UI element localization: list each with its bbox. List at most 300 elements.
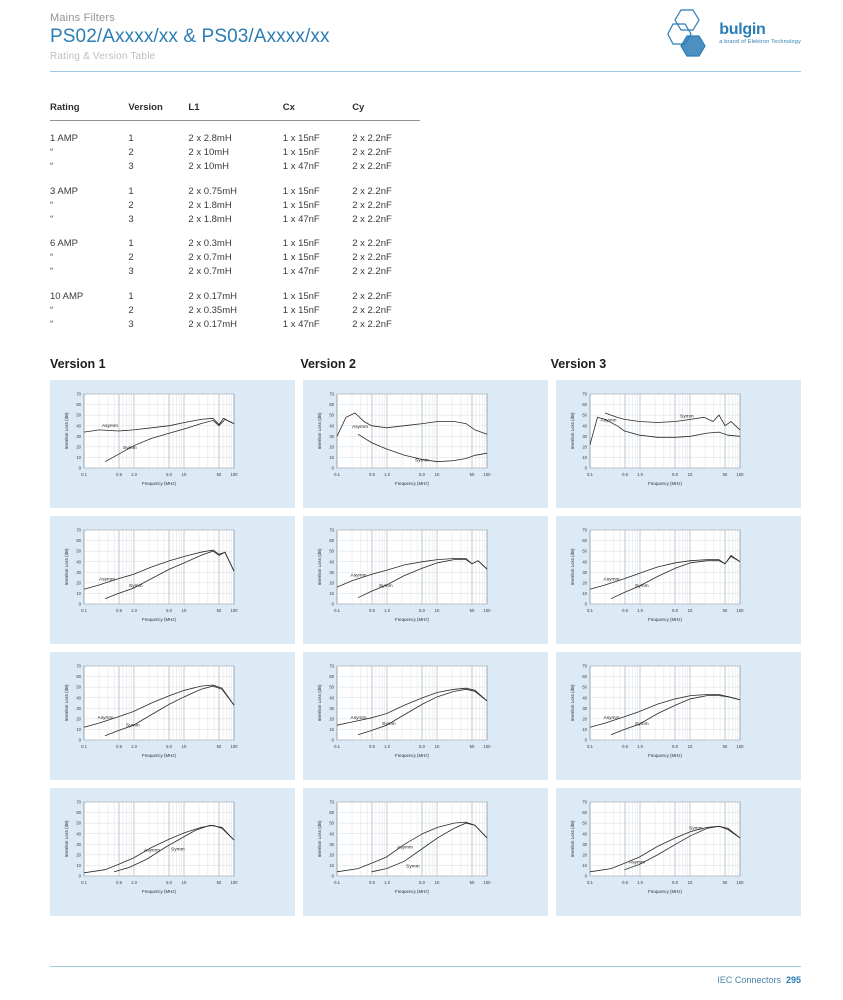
series-label-symm: Symm	[126, 723, 140, 729]
x-tick-label: 100	[483, 744, 491, 749]
x-tick-label: 1.0	[637, 608, 643, 613]
plot-area	[84, 394, 234, 468]
page-header	[0, 0, 843, 78]
x-tick-label: 5.0	[419, 608, 425, 613]
y-axis-title: Insertion Loss (dB)	[570, 820, 575, 858]
y-tick-label: 0	[78, 465, 81, 471]
y-tick-label: 30	[329, 705, 334, 711]
chart-card	[303, 652, 548, 780]
x-tick-label: 1.0	[384, 472, 390, 477]
x-tick-label: 50	[469, 472, 475, 477]
header-caption: Rating & Version Table	[50, 51, 156, 62]
chart-card	[50, 516, 295, 644]
x-tick-label: 10	[181, 880, 187, 885]
x-tick-label: 100	[230, 744, 238, 749]
y-tick-label: 60	[76, 674, 81, 680]
footer-label	[717, 975, 801, 985]
chart-column-2	[303, 380, 548, 916]
plot-area	[590, 530, 740, 604]
y-tick-label: 0	[331, 873, 334, 879]
rating-version-table-wrapper	[50, 102, 793, 331]
y-tick-label: 30	[329, 841, 334, 847]
table-cell-cy: 2 x 2.2nF	[352, 213, 392, 225]
table-cell-cy: 2 x 2.2nF	[352, 185, 392, 197]
x-tick-label: 50	[216, 472, 222, 477]
table-cell-cy: 2 x 2.2nF	[352, 147, 392, 158]
y-tick-label: 60	[76, 810, 81, 816]
x-tick-label: 100	[483, 472, 491, 477]
x-tick-label: 50	[469, 880, 475, 885]
y-tick-label: 30	[76, 569, 81, 575]
y-tick-label: 60	[329, 402, 334, 408]
y-tick-label: 70	[329, 391, 334, 397]
x-tick-label: 10	[687, 744, 693, 749]
series-label-asymm: Asymm	[102, 423, 118, 429]
series-label-symm: Symm	[123, 445, 137, 451]
y-tick-label: 60	[329, 810, 334, 816]
x-tick-label: 5.0	[672, 608, 678, 613]
table-cell-version: 1	[128, 185, 134, 197]
plot-area	[84, 802, 234, 876]
y-tick-label: 50	[582, 820, 587, 826]
y-axis-title: Insertion Loss (dB)	[317, 820, 322, 858]
table-cell-l1: 2 x 2.8mH	[188, 133, 232, 144]
plot-area	[84, 666, 234, 740]
x-tick-label: 10	[181, 744, 187, 749]
column-header-cy: Cy	[352, 102, 420, 121]
table-cell-version: 1	[128, 290, 134, 302]
chart-heading-version-2: Version 2	[300, 357, 356, 371]
x-axis-title: Frequency (MHz)	[648, 481, 682, 486]
x-tick-label: 50	[722, 744, 728, 749]
series-label-symm: Symm	[129, 584, 143, 590]
y-tick-label: 40	[76, 559, 81, 565]
x-tick-label: 5.0	[419, 472, 425, 477]
page-footer	[0, 966, 843, 1000]
series-label-symm: Symm	[406, 864, 420, 870]
insertion-loss-chart	[303, 380, 548, 508]
y-tick-label: 10	[329, 863, 334, 869]
y-tick-label: 40	[329, 423, 334, 429]
x-tick-label: 0.1	[81, 472, 87, 477]
table-cell-cx: 1 x 47nF	[282, 213, 320, 225]
y-tick-label: 60	[76, 538, 81, 544]
chart-card	[50, 652, 295, 780]
x-axis-title: Frequency (MHz)	[648, 753, 682, 758]
x-axis-title: Frequency (MHz)	[395, 481, 429, 486]
table-cell-l1: 2 x 0.35mH	[188, 304, 237, 316]
y-tick-label: 50	[76, 820, 81, 826]
chart-column-1	[50, 380, 295, 916]
series-label-asymm: Asymm	[97, 715, 114, 721]
table-row	[50, 303, 420, 317]
x-tick-label: 100	[230, 880, 238, 885]
y-axis-title: Insertion Loss (dB)	[570, 684, 575, 722]
x-tick-label: 0.1	[334, 744, 340, 749]
x-tick-label: 0.5	[622, 472, 628, 477]
plot-area	[337, 666, 487, 740]
y-tick-label: 0	[331, 737, 334, 743]
plot-area	[590, 666, 740, 740]
y-tick-label: 10	[76, 455, 81, 461]
table-cell-version: 2	[128, 199, 134, 211]
chart-card	[556, 652, 801, 780]
x-tick-label: 100	[736, 472, 744, 477]
x-tick-label: 1.0	[384, 880, 390, 885]
x-tick-label: 10	[687, 472, 693, 477]
x-axis-title: Frequency (MHz)	[395, 617, 429, 622]
insertion-loss-chart	[556, 652, 801, 780]
table-cell-cx: 1 x 47nF	[282, 266, 320, 277]
table-row	[50, 198, 420, 212]
x-tick-label: 0.5	[116, 744, 122, 749]
column-header-l1: L1	[188, 102, 282, 121]
y-tick-label: 40	[76, 831, 81, 837]
chart-card	[303, 380, 548, 508]
x-tick-label: 5.0	[672, 744, 678, 749]
x-tick-label: 100	[230, 608, 238, 613]
y-tick-label: 50	[76, 548, 81, 554]
series-label-asymm: Asymm	[600, 418, 617, 424]
series-label-symm: Symm	[689, 826, 703, 832]
y-tick-label: 0	[331, 601, 334, 607]
x-tick-label: 0.1	[81, 744, 87, 749]
x-tick-label: 10	[434, 608, 440, 613]
footer-page-number: 295	[785, 975, 801, 985]
x-tick-label: 0.1	[587, 472, 593, 477]
x-axis-title: Frequency (MHz)	[142, 753, 176, 758]
table-cell-cy: 2 x 2.2nF	[352, 252, 392, 263]
table-cell-cx: 1 x 47nF	[282, 318, 320, 330]
y-tick-label: 50	[76, 684, 81, 690]
x-tick-label: 10	[687, 880, 693, 885]
table-cell-rating: 6 AMP	[50, 238, 78, 249]
table-cell-cy: 2 x 2.2nF	[352, 318, 392, 330]
table-cell-cx: 1 x 15nF	[282, 304, 320, 316]
x-tick-label: 0.5	[116, 880, 122, 885]
x-tick-label: 50	[722, 472, 728, 477]
table-cell-l1: 2 x 0.75mH	[188, 185, 237, 197]
y-axis-title: Insertion Loss (dB)	[64, 412, 69, 450]
table-row	[50, 174, 420, 199]
y-tick-label: 70	[582, 391, 587, 397]
x-tick-label: 0.1	[587, 880, 593, 885]
x-tick-label: 10	[434, 744, 440, 749]
x-tick-label: 1.0	[637, 744, 643, 749]
x-tick-label: 5.0	[166, 744, 172, 749]
header-subtitle: Mains Filters	[50, 12, 115, 24]
table-cell-rating: “	[50, 318, 54, 330]
table-cell-cy: 2 x 2.2nF	[352, 133, 392, 144]
y-tick-label: 40	[582, 559, 587, 565]
y-tick-label: 0	[78, 873, 81, 879]
y-tick-label: 50	[329, 684, 334, 690]
rating-version-table	[50, 102, 420, 331]
y-axis-title: Insertion Loss (dB)	[317, 684, 322, 722]
table-cell-rating: 3 AMP	[50, 185, 78, 197]
x-tick-label: 10	[434, 472, 440, 477]
table-cell-cx: 1 x 15nF	[282, 238, 320, 249]
insertion-loss-chart	[50, 380, 295, 508]
x-tick-label: 50	[216, 880, 222, 885]
table-cell-cx: 1 x 47nF	[282, 161, 320, 172]
y-tick-label: 10	[76, 727, 81, 733]
x-axis-title: Frequency (MHz)	[648, 889, 682, 894]
series-label-asymm: Asymm	[629, 860, 645, 866]
y-tick-label: 60	[582, 402, 587, 408]
series-label-symm: Symm	[382, 722, 396, 728]
y-axis-title: Insertion Loss (dB)	[64, 820, 69, 858]
y-tick-label: 70	[76, 799, 81, 805]
y-axis-title: Insertion Loss (dB)	[64, 548, 69, 586]
x-tick-label: 5.0	[419, 880, 425, 885]
y-tick-label: 0	[584, 737, 587, 743]
y-tick-label: 30	[582, 569, 587, 575]
y-tick-label: 20	[329, 580, 334, 586]
chart-card	[303, 788, 548, 916]
y-tick-label: 10	[76, 591, 81, 597]
x-tick-label: 100	[736, 608, 744, 613]
y-tick-label: 0	[584, 465, 587, 471]
x-tick-label: 1.0	[384, 744, 390, 749]
y-tick-label: 10	[329, 591, 334, 597]
y-tick-label: 30	[76, 433, 81, 439]
series-label-symm: Symm	[415, 458, 429, 464]
table-cell-version: 1	[128, 133, 134, 144]
x-tick-label: 0.1	[334, 880, 340, 885]
x-tick-label: 5.0	[166, 472, 172, 477]
y-tick-label: 40	[329, 559, 334, 565]
y-tick-label: 20	[329, 852, 334, 858]
y-tick-label: 60	[76, 402, 81, 408]
x-tick-label: 0.1	[81, 880, 87, 885]
series-label-symm: Symm	[635, 584, 649, 590]
y-tick-label: 50	[582, 684, 587, 690]
table-cell-version: 3	[128, 318, 134, 330]
x-tick-label: 10	[181, 472, 187, 477]
y-tick-label: 70	[329, 799, 334, 805]
y-tick-label: 0	[584, 601, 587, 607]
y-tick-label: 70	[329, 527, 334, 533]
y-tick-label: 70	[76, 663, 81, 669]
x-tick-label: 0.1	[587, 608, 593, 613]
plot-area	[337, 530, 487, 604]
x-tick-label: 100	[483, 880, 491, 885]
table-cell-version: 3	[128, 266, 134, 277]
table-cell-version: 2	[128, 252, 134, 263]
y-tick-label: 20	[76, 444, 81, 450]
y-tick-label: 30	[76, 705, 81, 711]
x-tick-label: 5.0	[166, 608, 172, 613]
y-tick-label: 40	[582, 831, 587, 837]
table-cell-rating: 10 AMP	[50, 290, 84, 302]
insertion-loss-chart	[303, 516, 548, 644]
chart-card	[50, 380, 295, 508]
y-tick-label: 0	[78, 601, 81, 607]
x-tick-label: 0.5	[369, 608, 375, 613]
x-tick-label: 50	[216, 744, 222, 749]
table-cell-rating: “	[50, 266, 54, 277]
y-tick-label: 60	[582, 538, 587, 544]
table-cell-cx: 1 x 15nF	[282, 147, 320, 158]
x-tick-label: 1.0	[131, 880, 137, 885]
series-label-asymm: Asymm	[99, 577, 115, 583]
x-axis-title: Frequency (MHz)	[142, 889, 176, 894]
chart-card	[556, 788, 801, 916]
y-tick-label: 10	[76, 863, 81, 869]
y-tick-label: 50	[329, 820, 334, 826]
x-tick-label: 0.5	[622, 744, 628, 749]
y-axis-title: Insertion Loss (dB)	[64, 684, 69, 722]
x-tick-label: 0.5	[116, 608, 122, 613]
y-tick-label: 60	[329, 674, 334, 680]
chart-card	[50, 788, 295, 916]
x-tick-label: 50	[469, 608, 475, 613]
x-axis-title: Frequency (MHz)	[142, 481, 176, 486]
x-tick-label: 100	[230, 472, 238, 477]
table-cell-version: 2	[128, 304, 134, 316]
y-tick-label: 60	[582, 674, 587, 680]
y-tick-label: 10	[582, 863, 587, 869]
table-cell-rating: “	[50, 199, 54, 211]
y-tick-label: 40	[76, 423, 81, 429]
x-axis-title: Frequency (MHz)	[142, 617, 176, 622]
table-cell-l1: 2 x 10mH	[188, 161, 230, 172]
x-tick-label: 50	[216, 608, 222, 613]
x-tick-label: 5.0	[672, 472, 678, 477]
x-axis-title: Frequency (MHz)	[395, 753, 429, 758]
x-tick-label: 0.5	[622, 608, 628, 613]
series-label-asymm: Asymm	[144, 848, 160, 854]
charts-section	[50, 357, 793, 916]
table-cell-cx: 1 x 15nF	[282, 185, 320, 197]
y-tick-label: 20	[76, 852, 81, 858]
y-tick-label: 20	[582, 580, 587, 586]
y-tick-label: 20	[76, 716, 81, 722]
chart-grid	[50, 380, 793, 916]
y-tick-label: 40	[582, 695, 587, 701]
x-tick-label: 0.1	[334, 472, 340, 477]
y-tick-label: 10	[582, 727, 587, 733]
table-header-row	[50, 102, 420, 121]
insertion-loss-chart	[303, 652, 548, 780]
y-tick-label: 0	[331, 465, 334, 471]
chart-heading-version-3: Version 3	[550, 357, 607, 371]
table-cell-cx: 1 x 15nF	[282, 252, 320, 263]
table-row	[50, 212, 420, 226]
insertion-loss-chart	[556, 516, 801, 644]
y-tick-label: 10	[329, 727, 334, 733]
y-tick-label: 50	[582, 412, 587, 418]
insertion-loss-chart	[303, 788, 548, 916]
y-axis-title: Insertion Loss (dB)	[317, 412, 322, 450]
y-tick-label: 30	[329, 433, 334, 439]
chart-card	[303, 516, 548, 644]
table-cell-cy: 2 x 2.2nF	[352, 290, 392, 302]
table-cell-l1: 2 x 1.8mH	[188, 199, 232, 211]
series-label-asymm: Asymm	[350, 573, 367, 579]
y-tick-label: 50	[76, 412, 81, 418]
y-tick-label: 70	[76, 527, 81, 533]
series-label-asymm: Asymm	[397, 845, 413, 851]
footer-section-name: IEC Connectors	[717, 975, 781, 985]
table-row	[50, 146, 420, 160]
x-tick-label: 1.0	[637, 472, 643, 477]
y-tick-label: 20	[582, 716, 587, 722]
y-tick-label: 40	[329, 695, 334, 701]
column-header-rating: Rating	[50, 102, 128, 121]
table-cell-cy: 2 x 2.2nF	[352, 238, 392, 249]
table-cell-cy: 2 x 2.2nF	[352, 304, 392, 316]
y-tick-label: 60	[329, 538, 334, 544]
table-cell-l1: 2 x 0.17mH	[188, 318, 237, 330]
table-cell-l1: 2 x 0.7mH	[188, 252, 232, 263]
x-tick-label: 5.0	[672, 880, 678, 885]
table-row	[50, 251, 420, 265]
table-cell-rating: “	[50, 252, 54, 263]
x-tick-label: 1.0	[637, 880, 643, 885]
logo-wordmark: bulgin	[719, 21, 766, 39]
table-cell-rating: “	[50, 147, 54, 158]
y-axis-title: Insertion Loss (dB)	[570, 548, 575, 586]
y-tick-label: 70	[329, 663, 334, 669]
y-tick-label: 10	[582, 591, 587, 597]
table-row	[50, 317, 420, 331]
y-tick-label: 10	[329, 455, 334, 461]
table-cell-version: 1	[128, 238, 134, 249]
table-cell-cx: 1 x 15nF	[282, 133, 320, 144]
table-cell-cx: 1 x 15nF	[282, 290, 320, 302]
logo-tagline: a brand of Elektron Technology	[719, 39, 801, 46]
table-cell-cy: 2 x 2.2nF	[352, 199, 392, 211]
y-tick-label: 30	[582, 433, 587, 439]
table-cell-l1: 2 x 0.17mH	[188, 290, 237, 302]
x-tick-label: 100	[483, 608, 491, 613]
y-tick-label: 0	[78, 737, 81, 743]
table-cell-l1: 2 x 1.8mH	[188, 213, 232, 225]
insertion-loss-chart	[556, 788, 801, 916]
y-tick-label: 20	[582, 444, 587, 450]
series-label-asymm: Asymm	[603, 715, 620, 721]
x-tick-label: 0.5	[369, 880, 375, 885]
x-tick-label: 0.1	[587, 744, 593, 749]
y-axis-title: Insertion Loss (dB)	[570, 412, 575, 450]
y-tick-label: 70	[582, 799, 587, 805]
insertion-loss-chart	[50, 516, 295, 644]
table-cell-l1: 2 x 0.7mH	[188, 266, 232, 277]
x-tick-label: 1.0	[384, 608, 390, 613]
table-row	[50, 160, 420, 174]
x-tick-label: 10	[181, 608, 187, 613]
header-divider	[50, 71, 801, 72]
series-label-symm: Symm	[635, 722, 649, 728]
y-tick-label: 30	[329, 569, 334, 575]
x-tick-label: 50	[469, 744, 475, 749]
x-tick-label: 0.5	[369, 472, 375, 477]
series-label-asymm: Asymm	[352, 424, 368, 430]
x-axis-title: Frequency (MHz)	[648, 617, 682, 622]
y-tick-label: 50	[329, 548, 334, 554]
table-row	[50, 265, 420, 279]
table-cell-l1: 2 x 0.3mH	[188, 238, 232, 249]
column-header-version: Version	[128, 102, 188, 121]
y-tick-label: 0	[584, 873, 587, 879]
y-tick-label: 20	[329, 716, 334, 722]
y-tick-label: 20	[329, 444, 334, 450]
y-tick-label: 30	[76, 841, 81, 847]
x-axis-title: Frequency (MHz)	[395, 889, 429, 894]
plot-area	[590, 394, 740, 468]
